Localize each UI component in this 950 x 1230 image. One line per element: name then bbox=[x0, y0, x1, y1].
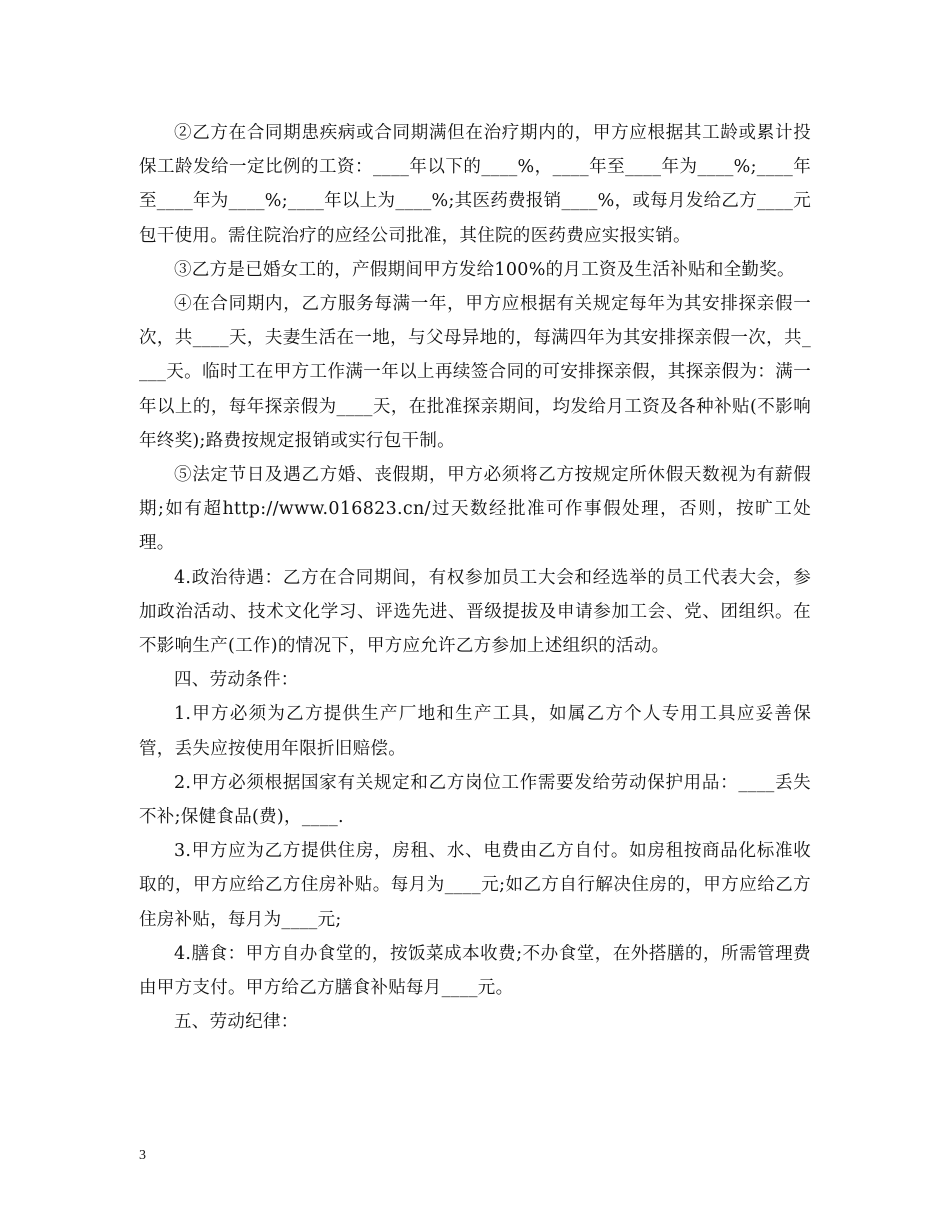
section-heading-working-conditions: 四、劳动条件： bbox=[174, 670, 299, 691]
paragraph-tools: 1.甲方必须为乙方提供生产厂地和生产工具，如属乙方个人专用工具应妥善保管，丢失应按使用年限折旧赔偿。 bbox=[139, 704, 811, 759]
paragraph-home-leave: ④在合同期内，乙方服务每满一年，甲方应根据有关规定每年为其安排探亲假一次，共____天，夫妻生活在一地，与父母异地的，每满四年为其安排探亲假一次，共____天。临时工在甲方工作满一年以上再续签合同的可安排探亲假，其探亲假为：满一年以上的，每年探亲假为____天，在批准探亲期间，均发给月工资及各种补贴(不影响年终奖);路费按规定报销或实行包干制。 bbox=[139, 294, 811, 451]
paragraph-holidays: ⑤法定节日及遇乙方婚、丧假期，甲方必须将乙方按规定所休假天数视为有薪假期;如有超http://www.016823.cn/过天数经批准可作事假处理，否则，按旷工处理。 bbox=[139, 465, 811, 554]
paragraph-meals: 4.膳食：甲方自办食堂的，按饭菜成本收费;不办食堂，在外搭膳的，所需管理费由甲方支付。甲方给乙方膳食补贴每月____元。 bbox=[139, 943, 811, 999]
document-body bbox=[139, 116, 811, 1039]
paragraph-maternity-leave: ③乙方是已婚女工的，产假期间甲方发给100%的月工资及生活补贴和全勤奖。 bbox=[174, 259, 795, 280]
paragraph-sick-leave-pay: ②乙方在合同期患疾病或合同期满但在治疗期内的，甲方应根据其工龄或累计投保工龄发给一定比例的工资：____年以下的____%，____年至____年为____%;____年至____年为____%;____年以上为____%;其医药费报销____%，或每月发给乙方____元包干使用。需住院治疗的应经公司批准，其住院的医药费应实报实销。 bbox=[139, 123, 811, 246]
paragraph-political-treatment: 4.政治待遇：乙方在合同期间，有权参加员工大会和经选举的员工代表大会，参加政治活动、技术文化学习、评选先进、晋级提拔及申请参加工会、党、团组织。在不影响生产(工作)的情况下，甲方应允许乙方参加上述组织的活动。 bbox=[139, 567, 811, 657]
paragraph-housing: 3.甲方应为乙方提供住房，房租、水、电费由乙方自付。如房租按商品化标准收取的，甲方应给乙方住房补贴。每月为____元;如乙方自行解决住房的，甲方应给乙方住房补贴，每月为____元; bbox=[139, 841, 811, 930]
paragraph-protective-equipment: 2.甲方必须根据国家有关规定和乙方岗位工作需要发给劳动保护用品：____丢失不补;保健食品(费)，____. bbox=[139, 772, 811, 828]
section-heading-labor-discipline: 五、劳动纪律： bbox=[174, 1012, 299, 1033]
page-number: 3 bbox=[139, 1148, 146, 1163]
